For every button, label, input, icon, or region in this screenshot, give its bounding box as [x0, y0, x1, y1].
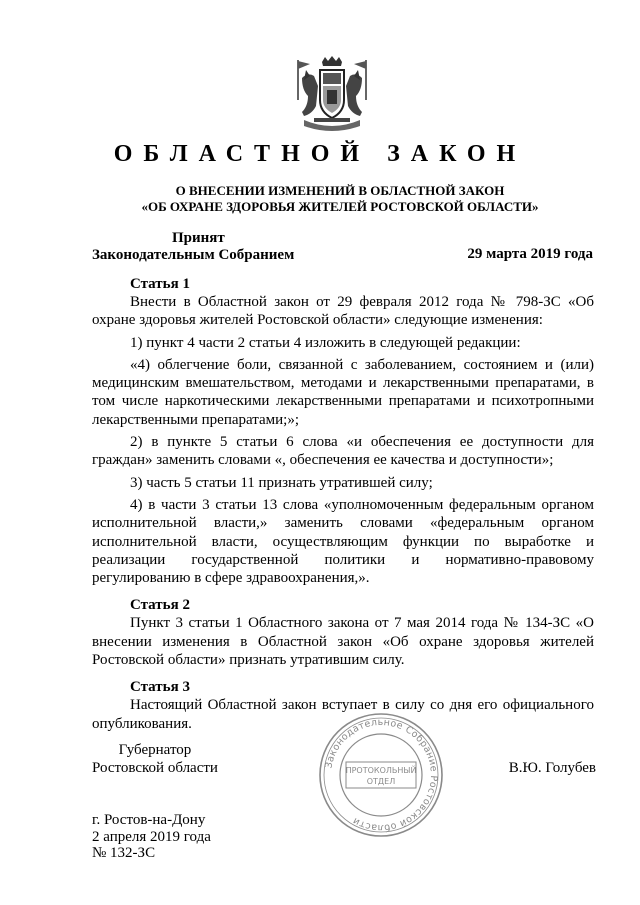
article-1-intro: Внести в Областной закон от 29 февраля 2012 года № 798-ЗС «Об охране здоровья жителей Ростовской области» следующие изменения: [92, 294, 594, 329]
stamp-line-2: ОТДЕЛ [366, 777, 396, 786]
place-date: 2 апреля 2019 года [92, 828, 211, 845]
law-title-line-1: О ВНЕСЕНИИ ИЗМЕНЕНИЙ В ОБЛАСТНОЙ ЗАКОН [175, 183, 505, 198]
article-1-heading: Статья 1 [130, 276, 190, 292]
law-title-line-2: «ОБ ОХРАНЕ ЗДОРОВЬЯ ЖИТЕЛЕЙ РОСТОВСКОЙ ОБЛАСТИ» [141, 199, 539, 214]
place-date-number [92, 812, 211, 862]
law-number: № 132-ЗС [92, 845, 156, 861]
article-1-item-4: 4) в части 3 статьи 13 слова «уполномоченным федеральным органом исполнительной власти,» заменить словами «федеральным органом исполнительной власти, осуществляющим функции по выработке и реализации государственной политики и нормативно-правовому регулированию в сфере здравоохранения,». [92, 496, 594, 587]
adoption-date: 29 марта 2019 года [467, 246, 593, 262]
article-3-heading: Статья 3 [130, 679, 190, 696]
place-city: г. Ростов-на-Дону [92, 812, 206, 828]
stamp-line-1: ПРОТОКОЛЬНЫЙ [345, 766, 417, 775]
signatory-title [92, 741, 218, 777]
law-body [92, 275, 594, 733]
document-type-title: ОБЛАСТНОЙ ЗАКОН [113, 141, 527, 167]
article-1-item-3: 3) часть 5 статьи 11 признать утратившей силу; [130, 474, 433, 491]
coat-of-arms-icon [294, 56, 370, 136]
article-1-item-1: 1) пункт 4 части 2 статьи 4 изложить в следующей редакции: [130, 334, 521, 351]
article-2-text: Пункт 3 статьи 1 Областного закона от 7 мая 2014 года № 134-ЗС «О внесении изменения в Областной закон «Об охране здоровья жителей Ростовской области» признать утратившим силу. [92, 615, 594, 669]
article-2-heading: Статья 2 [130, 597, 190, 614]
adopted-by: Законодательным Собранием [92, 247, 295, 263]
article-1-item-2: 2) в пункте 5 статьи 6 слова «и обеспечения ее доступности для граждан» заменить словами «, обеспечения ее качества и доступности»; [92, 434, 594, 469]
signatory-title-line-1: Губернатор [118, 742, 192, 758]
signatory-name: В.Ю. Голубев [508, 760, 596, 776]
stamp-ring [320, 714, 442, 836]
article-3-text: Настоящий Областной закон вступает в силу со дня его официального опубликования. [92, 697, 594, 732]
adopted-label: Принят [172, 230, 225, 246]
adoption-note [92, 230, 352, 264]
article-1-item-1-quote: «4) облегчение боли, связанной с заболеванием, состоянием и (или) медицинским вмешательством, методами и лекарственными препаратами, в том числе наркотическими лекарственными препаратами и психотропными лекарственными препаратами;»; [92, 356, 594, 428]
stamp-ring-text: Законодательное Собрание Ростовской области [323, 716, 440, 834]
stamp [316, 710, 446, 840]
signatory-title-line-2: Ростовской области [92, 760, 218, 776]
law-title [60, 183, 620, 215]
